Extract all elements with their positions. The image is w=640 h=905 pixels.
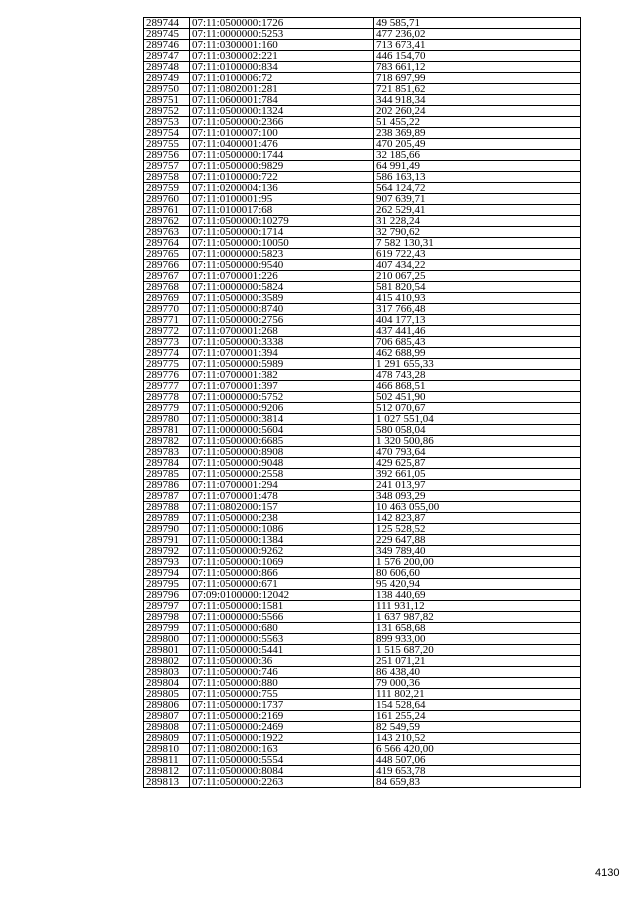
value-cell: 31 228,24: [374, 216, 581, 227]
cadastral-number-cell: 07:11:0500000:9829: [190, 161, 374, 172]
table-row: [144, 645, 581, 656]
value-cell: 718 697,99: [374, 73, 581, 84]
value-cell: 51 455,22: [374, 117, 581, 128]
table-row: [144, 612, 581, 623]
records-table: [143, 17, 581, 788]
record-id-cell: 289790: [144, 524, 190, 535]
record-id-cell: 289811: [144, 755, 190, 766]
table-row: [144, 51, 581, 62]
value-cell: 131 658,68: [374, 623, 581, 634]
cadastral-number-cell: 07:11:0100001:95: [190, 194, 374, 205]
value-cell: 404 177,13: [374, 315, 581, 326]
cadastral-number-cell: 07:11:0100007:100: [190, 128, 374, 139]
table-row: [144, 18, 581, 29]
record-id-cell: 289786: [144, 480, 190, 491]
value-cell: 82 549,59: [374, 722, 581, 733]
record-id-cell: 289764: [144, 238, 190, 249]
record-id-cell: 289771: [144, 315, 190, 326]
record-id-cell: 289807: [144, 711, 190, 722]
table-row: [144, 667, 581, 678]
table-row: [144, 238, 581, 249]
cadastral-number-cell: 07:11:0500000:746: [190, 667, 374, 678]
value-cell: 111 802,21: [374, 689, 581, 700]
record-id-cell: 289787: [144, 491, 190, 502]
table-row: [144, 689, 581, 700]
table-row: [144, 161, 581, 172]
record-id-cell: 289757: [144, 161, 190, 172]
record-id-cell: 289803: [144, 667, 190, 678]
value-cell: 229 647,88: [374, 535, 581, 546]
table-row: [144, 315, 581, 326]
cadastral-number-cell: 07:11:0000000:5752: [190, 392, 374, 403]
value-cell: 580 058,04: [374, 425, 581, 436]
value-cell: 161 255,24: [374, 711, 581, 722]
value-cell: 502 451,90: [374, 392, 581, 403]
table-row: [144, 326, 581, 337]
cadastral-number-cell: 07:11:0200004:136: [190, 183, 374, 194]
record-id-cell: 289750: [144, 84, 190, 95]
record-id-cell: 289775: [144, 359, 190, 370]
table-row: [144, 128, 581, 139]
record-id-cell: 289772: [144, 326, 190, 337]
value-cell: 448 507,06: [374, 755, 581, 766]
value-cell: 1 027 551,04: [374, 414, 581, 425]
record-id-cell: 289774: [144, 348, 190, 359]
table-row: [144, 590, 581, 601]
cadastral-number-cell: 07:11:0500000:1744: [190, 150, 374, 161]
table-row: [144, 304, 581, 315]
cadastral-number-cell: 07:11:0500000:1086: [190, 524, 374, 535]
record-id-cell: 289810: [144, 744, 190, 755]
table-row: [144, 271, 581, 282]
value-cell: 1 637 987,82: [374, 612, 581, 623]
record-id-cell: 289799: [144, 623, 190, 634]
value-cell: 84 659,83: [374, 777, 581, 788]
table-row: [144, 172, 581, 183]
value-cell: 564 124,72: [374, 183, 581, 194]
value-cell: 466 868,51: [374, 381, 581, 392]
cadastral-number-cell: 07:11:0700001:294: [190, 480, 374, 491]
record-id-cell: 289788: [144, 502, 190, 513]
value-cell: 241 013,97: [374, 480, 581, 491]
cadastral-number-cell: 07:11:0500000:10279: [190, 216, 374, 227]
record-id-cell: 289796: [144, 590, 190, 601]
cadastral-number-cell: 07:11:0500000:9262: [190, 546, 374, 557]
cadastral-number-cell: 07:11:0700001:268: [190, 326, 374, 337]
record-id-cell: 289813: [144, 777, 190, 788]
cadastral-number-cell: 07:11:0500000:680: [190, 623, 374, 634]
value-cell: 392 661,05: [374, 469, 581, 480]
record-id-cell: 289781: [144, 425, 190, 436]
value-cell: 477 236,02: [374, 29, 581, 40]
cadastral-number-cell: 07:11:0500000:10050: [190, 238, 374, 249]
cadastral-number-cell: 07:11:0500000:2558: [190, 469, 374, 480]
table-row: [144, 436, 581, 447]
record-id-cell: 289805: [144, 689, 190, 700]
cadastral-number-cell: 07:11:0500000:866: [190, 568, 374, 579]
table-row: [144, 535, 581, 546]
value-cell: 1 576 200,00: [374, 557, 581, 568]
table-row: [144, 513, 581, 524]
table-row: [144, 469, 581, 480]
value-cell: 95 420,94: [374, 579, 581, 590]
record-id-cell: 289767: [144, 271, 190, 282]
value-cell: 907 639,71: [374, 194, 581, 205]
table-row: [144, 95, 581, 106]
table-row: [144, 194, 581, 205]
record-id-cell: 289762: [144, 216, 190, 227]
record-id-cell: 289773: [144, 337, 190, 348]
value-cell: 154 528,64: [374, 700, 581, 711]
cadastral-number-cell: 07:11:0500000:1922: [190, 733, 374, 744]
record-id-cell: 289761: [144, 205, 190, 216]
table-row: [144, 403, 581, 414]
record-id-cell: 289744: [144, 18, 190, 29]
record-id-cell: 289812: [144, 766, 190, 777]
table-row: [144, 491, 581, 502]
record-id-cell: 289759: [144, 183, 190, 194]
cadastral-number-cell: 07:11:0500000:5554: [190, 755, 374, 766]
cadastral-number-cell: 07:11:0500000:1069: [190, 557, 374, 568]
cadastral-number-cell: 07:11:0802001:281: [190, 84, 374, 95]
record-id-cell: 289758: [144, 172, 190, 183]
value-cell: 586 163,13: [374, 172, 581, 183]
record-id-cell: 289779: [144, 403, 190, 414]
table-row: [144, 249, 581, 260]
value-cell: 470 793,64: [374, 447, 581, 458]
cadastral-number-cell: 07:11:0500000:1726: [190, 18, 374, 29]
table-row: [144, 183, 581, 194]
value-cell: 6 566 420,00: [374, 744, 581, 755]
table-row: [144, 293, 581, 304]
record-id-cell: 289751: [144, 95, 190, 106]
value-cell: 32 185,66: [374, 150, 581, 161]
value-cell: 1 320 500,86: [374, 436, 581, 447]
cadastral-number-cell: 07:11:0400001:476: [190, 139, 374, 150]
table-row: [144, 447, 581, 458]
record-id-cell: 289804: [144, 678, 190, 689]
value-cell: 429 625,87: [374, 458, 581, 469]
table-row: [144, 425, 581, 436]
cadastral-number-cell: 07:11:0500000:1384: [190, 535, 374, 546]
page-number: 4130: [595, 867, 620, 879]
table-row: [144, 700, 581, 711]
value-cell: 251 071,21: [374, 656, 581, 667]
record-id-cell: 289795: [144, 579, 190, 590]
value-cell: 344 918,34: [374, 95, 581, 106]
record-id-cell: 289789: [144, 513, 190, 524]
record-id-cell: 289749: [144, 73, 190, 84]
record-id-cell: 289778: [144, 392, 190, 403]
table-row: [144, 601, 581, 612]
table-row: [144, 381, 581, 392]
cadastral-number-cell: 07:11:0100006:72: [190, 73, 374, 84]
value-cell: 478 743,28: [374, 370, 581, 381]
cadastral-number-cell: 07:11:0000000:5824: [190, 282, 374, 293]
table-row: [144, 392, 581, 403]
cadastral-number-cell: 07:11:0700001:478: [190, 491, 374, 502]
record-id-cell: 289745: [144, 29, 190, 40]
cadastral-number-cell: 07:11:0100017:68: [190, 205, 374, 216]
table-row: [144, 150, 581, 161]
table-row: [144, 557, 581, 568]
cadastral-number-cell: 07:11:0500000:755: [190, 689, 374, 700]
table-row: [144, 623, 581, 634]
value-cell: 512 070,67: [374, 403, 581, 414]
value-cell: 49 585,71: [374, 18, 581, 29]
value-cell: 111 931,12: [374, 601, 581, 612]
value-cell: 80 606,60: [374, 568, 581, 579]
value-cell: 86 438,40: [374, 667, 581, 678]
value-cell: 138 440,69: [374, 590, 581, 601]
cadastral-number-cell: 07:11:0600001:784: [190, 95, 374, 106]
cadastral-number-cell: 07:11:0802000:157: [190, 502, 374, 513]
table-row: [144, 62, 581, 73]
value-cell: 721 851,62: [374, 84, 581, 95]
table-row: [144, 480, 581, 491]
table-row: [144, 414, 581, 425]
record-id-cell: 289793: [144, 557, 190, 568]
value-cell: 407 434,22: [374, 260, 581, 271]
cadastral-number-cell: 07:11:0500000:1714: [190, 227, 374, 238]
value-cell: 10 463 055,00: [374, 502, 581, 513]
value-cell: 7 582 130,31: [374, 238, 581, 249]
value-cell: 437 441,46: [374, 326, 581, 337]
cadastral-number-cell: 07:11:0500000:3338: [190, 337, 374, 348]
cadastral-number-cell: 07:11:0000000:5823: [190, 249, 374, 260]
value-cell: 142 823,87: [374, 513, 581, 524]
table-row: [144, 29, 581, 40]
value-cell: 470 205,49: [374, 139, 581, 150]
cadastral-number-cell: 07:11:0000000:5566: [190, 612, 374, 623]
table-row: [144, 711, 581, 722]
cadastral-number-cell: 07:11:0500000:8740: [190, 304, 374, 315]
cadastral-number-cell: 07:11:0500000:671: [190, 579, 374, 590]
cadastral-number-cell: 07:11:0500000:880: [190, 678, 374, 689]
record-id-cell: 289780: [144, 414, 190, 425]
value-cell: 79 000,36: [374, 678, 581, 689]
table-row: [144, 722, 581, 733]
table-row: [144, 579, 581, 590]
cadastral-number-cell: 07:11:0700001:382: [190, 370, 374, 381]
cadastral-number-cell: 07:11:0500000:3589: [190, 293, 374, 304]
value-cell: 783 661,12: [374, 62, 581, 73]
cadastral-number-cell: 07:11:0000000:5563: [190, 634, 374, 645]
record-id-cell: 289777: [144, 381, 190, 392]
record-id-cell: 289784: [144, 458, 190, 469]
table-row: [144, 777, 581, 788]
record-id-cell: 289770: [144, 304, 190, 315]
record-id-cell: 289754: [144, 128, 190, 139]
table-row: [144, 205, 581, 216]
table-row: [144, 337, 581, 348]
value-cell: 706 685,43: [374, 337, 581, 348]
record-id-cell: 289763: [144, 227, 190, 238]
cadastral-number-cell: 07:11:0100000:722: [190, 172, 374, 183]
table-row: [144, 40, 581, 51]
record-id-cell: 289766: [144, 260, 190, 271]
table-row: [144, 84, 581, 95]
cadastral-number-cell: 07:11:0000000:5253: [190, 29, 374, 40]
record-id-cell: 289755: [144, 139, 190, 150]
value-cell: 348 093,29: [374, 491, 581, 502]
record-id-cell: 289752: [144, 106, 190, 117]
table-row: [144, 546, 581, 557]
record-id-cell: 289747: [144, 51, 190, 62]
cadastral-number-cell: 07:11:0500000:8084: [190, 766, 374, 777]
value-cell: 349 789,40: [374, 546, 581, 557]
value-cell: 143 210,52: [374, 733, 581, 744]
table-row: [144, 117, 581, 128]
value-cell: 202 260,24: [374, 106, 581, 117]
record-id-cell: 289748: [144, 62, 190, 73]
record-id-cell: 289765: [144, 249, 190, 260]
record-id-cell: 289791: [144, 535, 190, 546]
cadastral-number-cell: 07:11:0700001:394: [190, 348, 374, 359]
table-row: [144, 370, 581, 381]
table-row: [144, 139, 581, 150]
record-id-cell: 289785: [144, 469, 190, 480]
value-cell: 419 653,78: [374, 766, 581, 777]
record-id-cell: 289806: [144, 700, 190, 711]
value-cell: 317 766,48: [374, 304, 581, 315]
record-id-cell: 289753: [144, 117, 190, 128]
cadastral-number-cell: 07:11:0500000:9206: [190, 403, 374, 414]
record-id-cell: 289800: [144, 634, 190, 645]
cadastral-number-cell: 07:11:0700001:226: [190, 271, 374, 282]
cadastral-number-cell: 07:11:0300002:221: [190, 51, 374, 62]
table-body: [144, 18, 581, 788]
table-row: [144, 634, 581, 645]
value-cell: 262 529,41: [374, 205, 581, 216]
table-row: [144, 502, 581, 513]
cadastral-number-cell: 07:11:0500000:6685: [190, 436, 374, 447]
cadastral-number-cell: 07:11:0500000:2366: [190, 117, 374, 128]
value-cell: 619 722,43: [374, 249, 581, 260]
record-id-cell: 289746: [144, 40, 190, 51]
cadastral-number-cell: 07:11:0802000:163: [190, 744, 374, 755]
value-cell: 64 991,49: [374, 161, 581, 172]
cadastral-number-cell: 07:11:0700001:397: [190, 381, 374, 392]
cadastral-number-cell: 07:11:0000000:5604: [190, 425, 374, 436]
table-row: [144, 359, 581, 370]
cadastral-number-cell: 07:11:0500000:5441: [190, 645, 374, 656]
table-row: [144, 766, 581, 777]
value-cell: 238 369,89: [374, 128, 581, 139]
cadastral-number-cell: 07:11:0500000:5989: [190, 359, 374, 370]
table-row: [144, 227, 581, 238]
cadastral-number-cell: 07:11:0500000:3814: [190, 414, 374, 425]
record-id-cell: 289809: [144, 733, 190, 744]
value-cell: 1 291 655,33: [374, 359, 581, 370]
table-row: [144, 73, 581, 84]
record-id-cell: 289768: [144, 282, 190, 293]
record-id-cell: 289769: [144, 293, 190, 304]
table-row: [144, 216, 581, 227]
value-cell: 32 790,62: [374, 227, 581, 238]
cadastral-number-cell: 07:11:0500000:2469: [190, 722, 374, 733]
table-row: [144, 458, 581, 469]
table-row: [144, 656, 581, 667]
table-row: [144, 678, 581, 689]
cadastral-number-cell: 07:11:0500000:1737: [190, 700, 374, 711]
table-row: [144, 282, 581, 293]
value-cell: 713 673,41: [374, 40, 581, 51]
record-id-cell: 289808: [144, 722, 190, 733]
table-row: [144, 524, 581, 535]
value-cell: 415 410,93: [374, 293, 581, 304]
value-cell: 899 933,00: [374, 634, 581, 645]
table-row: [144, 106, 581, 117]
cadastral-number-cell: 07:11:0500000:2263: [190, 777, 374, 788]
record-id-cell: 289801: [144, 645, 190, 656]
value-cell: 462 688,99: [374, 348, 581, 359]
cadastral-number-cell: 07:11:0500000:238: [190, 513, 374, 524]
record-id-cell: 289760: [144, 194, 190, 205]
value-cell: 446 154,70: [374, 51, 581, 62]
value-cell: 581 820,54: [374, 282, 581, 293]
value-cell: 125 528,52: [374, 524, 581, 535]
table-row: [144, 733, 581, 744]
cadastral-number-cell: 07:11:0500000:1324: [190, 106, 374, 117]
record-id-cell: 289782: [144, 436, 190, 447]
record-id-cell: 289797: [144, 601, 190, 612]
cadastral-number-cell: 07:11:0100000:834: [190, 62, 374, 73]
table-row: [144, 348, 581, 359]
cadastral-number-cell: 07:11:0500000:1581: [190, 601, 374, 612]
cadastral-number-cell: 07:11:0500000:9048: [190, 458, 374, 469]
record-id-cell: 289802: [144, 656, 190, 667]
record-id-cell: 289756: [144, 150, 190, 161]
cadastral-number-cell: 07:11:0300001:160: [190, 40, 374, 51]
cadastral-number-cell: 07:11:0500000:2169: [190, 711, 374, 722]
value-cell: 210 067,25: [374, 271, 581, 282]
record-id-cell: 289798: [144, 612, 190, 623]
cadastral-number-cell: 07:11:0500000:9540: [190, 260, 374, 271]
record-id-cell: 289794: [144, 568, 190, 579]
table-row: [144, 744, 581, 755]
cadastral-number-cell: 07:09:0100000:12042: [190, 590, 374, 601]
table-row: [144, 260, 581, 271]
record-id-cell: 289783: [144, 447, 190, 458]
cadastral-number-cell: 07:11:0500000:36: [190, 656, 374, 667]
table-row: [144, 568, 581, 579]
value-cell: 1 515 687,20: [374, 645, 581, 656]
cadastral-number-cell: 07:11:0500000:2756: [190, 315, 374, 326]
record-id-cell: 289776: [144, 370, 190, 381]
cadastral-number-cell: 07:11:0500000:8908: [190, 447, 374, 458]
table-row: [144, 755, 581, 766]
record-id-cell: 289792: [144, 546, 190, 557]
